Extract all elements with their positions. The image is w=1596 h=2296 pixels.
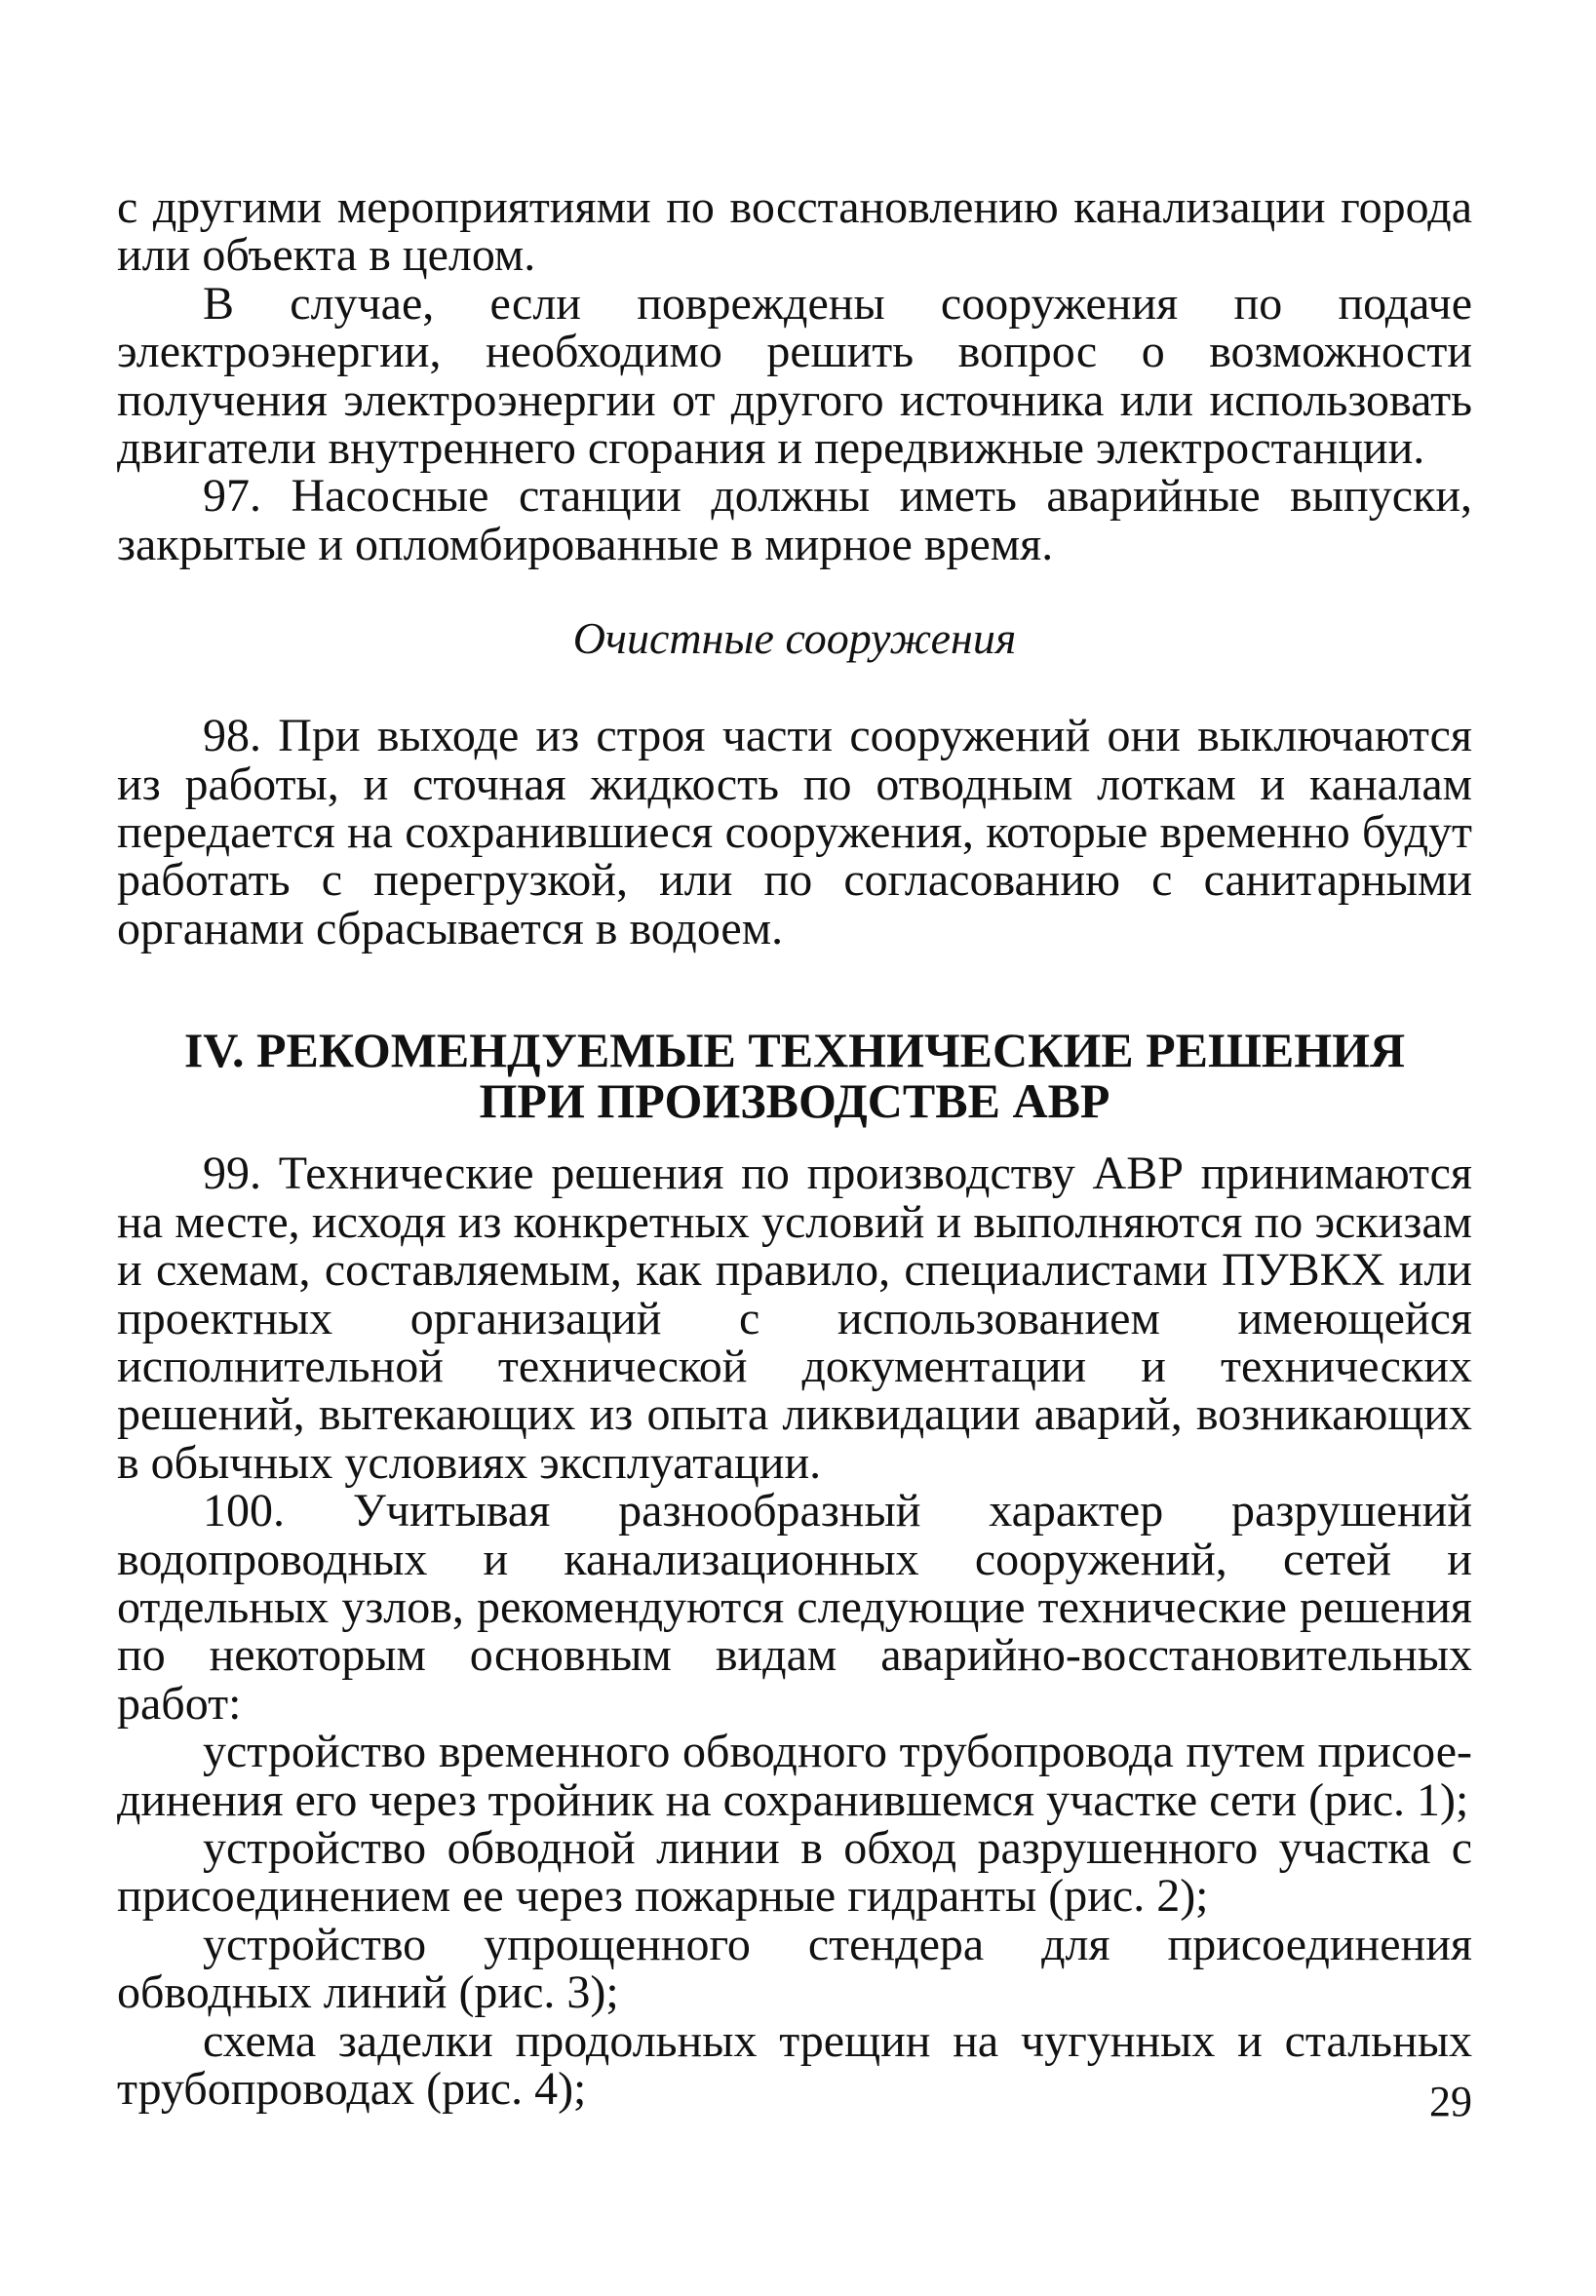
subsection-title: Очистные сооружения: [572, 613, 1017, 664]
paragraph-97: 97. Насосные станции должны иметь аварийные выпуски, закрытые и опломбированные в мирное время.: [117, 470, 1472, 570]
list-item-bypass-pipeline: устройство временного обводного трубопровода путем присоединения его через тройник на сохранившемся участке сети (рис. 1);: [117, 1726, 1472, 1826]
document-page: [117, 183, 1472, 2113]
section-title: [117, 1023, 1472, 1129]
list-item-standpipe: устройство упрощенного стендера для присоединения обводных линий (рис. 3);: [117, 1918, 1472, 2019]
paragraph-99: 99. Технические решения по производству АВР принимаются на месте, исходя из конкретных условий и выполняются по эскизам и схемам, составляемым, как правило, специалистами ПУВКХ или проектных организаций с использованием имеющейся исполнительной технической документации и технических решений, вытекающих из опыта ликвидации аварий, возникающих в обычных условиях эксплуатации.: [117, 1148, 1472, 1489]
section-title-line-1: IV. РЕКОМЕНДУЕМЫЕ ТЕХНИЧЕСКИЕ РЕШЕНИЯ: [183, 1023, 1406, 1078]
paragraph-power-supply: В случае, если повреждены сооружения по подаче электроэнергии, необходимо решить вопрос о возможности получения электроэнергии от другого источника или использовать двигатели внутреннего сгорания и передвижные электростанции.: [117, 277, 1472, 475]
paragraph-100: 100. Учитывая разнообразный характер разрушений водопроводных и канализационных сооружений, сетей и отдельных узлов, рекомендуются следующие технические решения по некоторым основным видам аварийно-восстановительных работ:: [117, 1485, 1472, 1730]
list-item-bypass-line-hydrants: устройство обводной линии в обход разрушенного участка с присоединением ее через пожарные гидранты (рис. 2);: [117, 1821, 1472, 1923]
section-title-line-2: ПРИ ПРОИЗВОДСТВЕ АВР: [479, 1073, 1110, 1129]
page-number: 29: [1429, 2078, 1472, 2125]
paragraph-continuation: с другими мероприятиями по восстановлению канализации города или объекта в целом.: [117, 181, 1472, 282]
paragraph-98: 98. При выходе из строя части сооружений они выключаются из работы, и сточная жидкость по отводным лоткам и каналам передается на сохранившиеся сооружения, которые временно будут работать с перегрузкой, или по согласованию с санитарными органами сбрасывается в водоем.: [117, 710, 1472, 954]
list-item-crack-repair: схема заделки продольных трещин на чугунных и стальных трубопроводах (рис. 4);: [117, 2014, 1472, 2115]
